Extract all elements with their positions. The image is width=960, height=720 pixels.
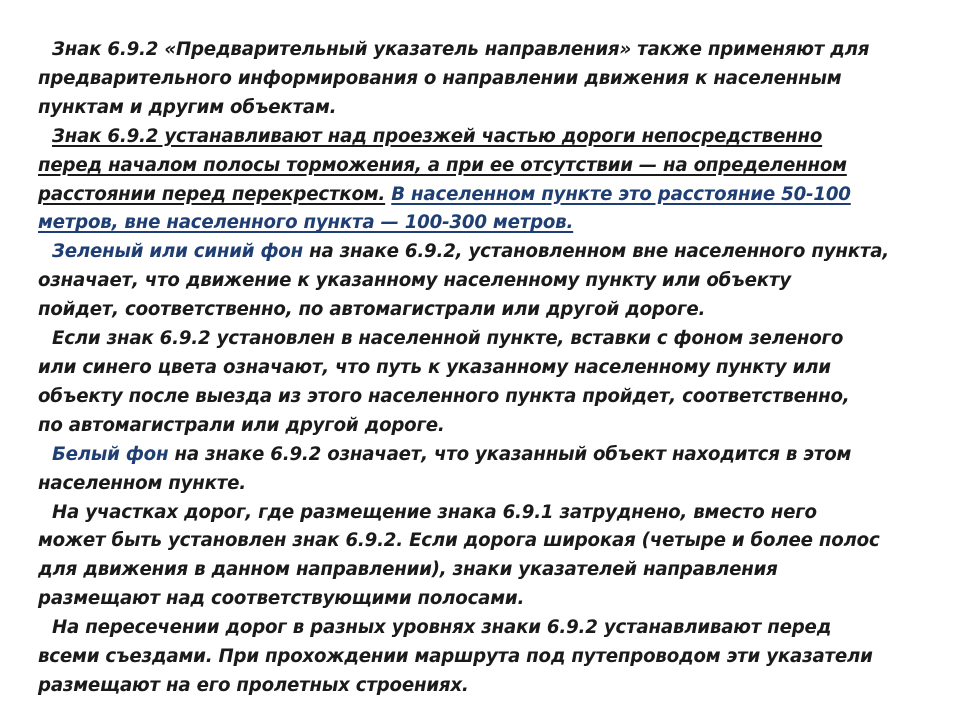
paragraph-line: для движения в данном направлении), знаки указателей направления xyxy=(38,559,778,581)
paragraph-3 xyxy=(38,238,928,325)
paragraph-line: объекту после выезда из этого населенного пункта пройдет, соответственно, xyxy=(38,385,850,407)
paragraph-4 xyxy=(38,325,928,441)
paragraph-line: На участках дорог, где размещение знака 6.9.1 затруднено, вместо него xyxy=(52,501,817,523)
paragraph-line xyxy=(38,152,928,181)
paragraph-1 xyxy=(38,36,928,123)
paragraph-line: На пересечении дорог в разных уровнях знаки 6.9.2 устанавливают перед xyxy=(52,617,832,639)
underlined-text: Знак 6.9.2 устанавливают над проезжей частью дороги непосредственно xyxy=(52,125,823,147)
paragraph-line: или синего цвета означают, что путь к указанному населенному пункту или xyxy=(38,356,831,378)
paragraph-line: размещают над соответствующими полосами. xyxy=(38,588,525,610)
paragraph-line: размещают на его пролетных строениях. xyxy=(38,674,469,696)
paragraph-line xyxy=(38,441,928,470)
paragraph-line: населенном пункте. xyxy=(38,472,246,494)
paragraph-line: Знак 6.9.2 «Предварительный указатель направления» также применяют для xyxy=(52,39,870,60)
highlighted-distance-text: метров, вне населенного пункта — 100-300 метров. xyxy=(38,212,574,234)
document-body xyxy=(38,36,928,701)
highlighted-distance-text: В населенном пункте это расстояние 50-100 xyxy=(391,183,851,205)
paragraph-2 xyxy=(38,123,928,239)
paragraph-line xyxy=(38,181,928,210)
highlighted-text: Белый фон xyxy=(52,443,169,465)
paragraph-line: предварительного информирования о направлении движения к населенным xyxy=(38,67,842,89)
paragraph-line: пойдет, соответственно, по автомагистрали или другой дороге. xyxy=(38,299,706,321)
paragraph-line xyxy=(38,209,928,238)
paragraph-line: означает, что движение к указанному населенному пункту или объекту xyxy=(38,270,791,292)
paragraph-line: по автомагистрали или другой дороге. xyxy=(38,414,445,436)
paragraph-line: Если знак 6.9.2 установлен в населенной пункте, вставки с фоном зеленого xyxy=(52,328,844,350)
paragraph-line: пунктам и другим объектам. xyxy=(38,96,337,118)
paragraph-5 xyxy=(38,441,928,499)
paragraph-6 xyxy=(38,499,928,615)
paragraph-line xyxy=(38,238,928,267)
paragraph-line xyxy=(38,123,928,152)
highlighted-text: Зеленый или синий фон xyxy=(52,241,303,263)
paragraph-text: на знаке 6.9.2 означает, что указанный объект находится в этом xyxy=(168,443,852,465)
paragraph-text: на знаке 6.9.2, установленном вне населенного пункта, xyxy=(302,241,889,263)
paragraph-line: может быть установлен знак 6.9.2. Если дорога широкая (четыре и более полос xyxy=(38,530,880,552)
underlined-text: расстоянии перед перекрестком. xyxy=(38,183,386,205)
underlined-text: перед началом полосы торможения, а при ее отсутствии — на определенном xyxy=(38,154,847,176)
paragraph-7 xyxy=(38,614,928,701)
paragraph-line: всеми съездами. При прохождении маршрута под путепроводом эти указатели xyxy=(38,646,873,668)
